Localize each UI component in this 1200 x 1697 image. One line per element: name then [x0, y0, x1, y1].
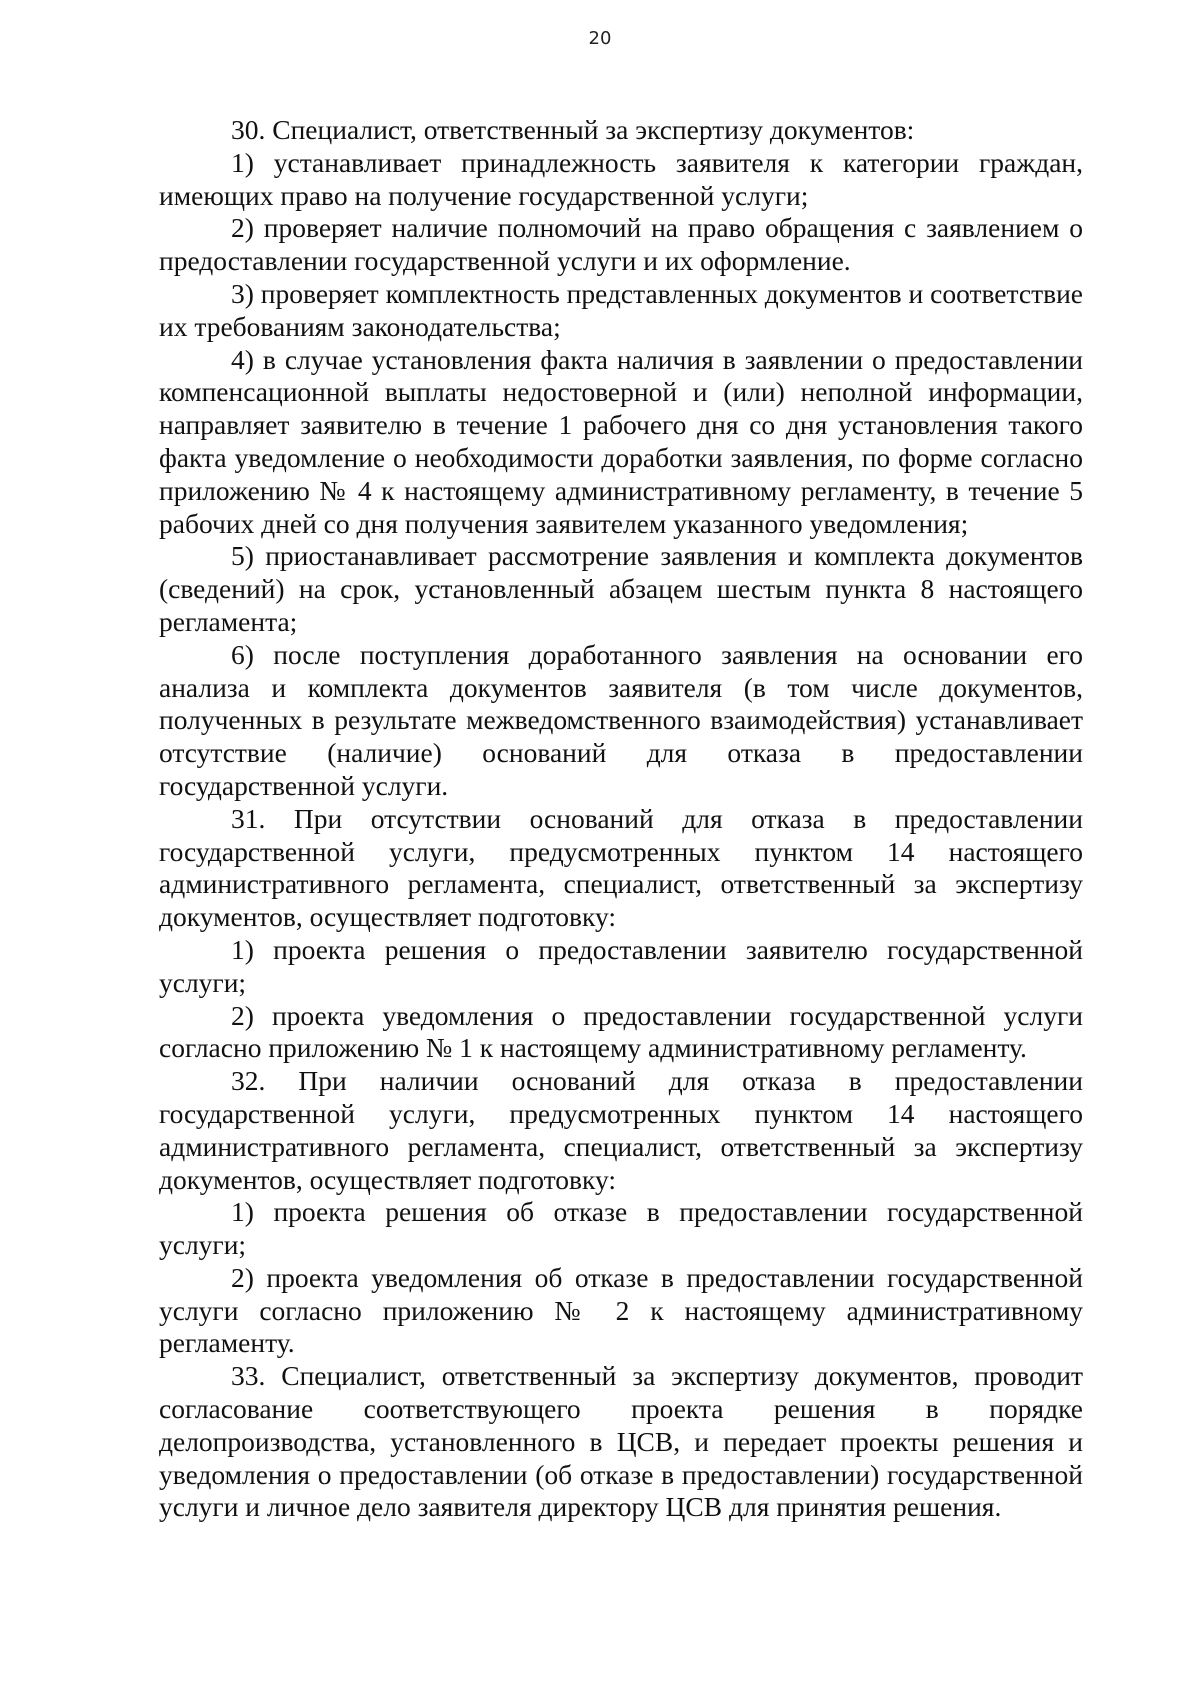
paragraph-30-item-4: 4) в случае установления факта наличия в заявлении о предоставлении компенсационной выплаты недостоверной и (или) неполной информации, направляет заявителю в течение 1 рабочего дня со дня установления такого факта уведомление о необходимости доработки заявления, по форме согласно приложению № 4 к настоящему административному регламенту, в течение 5 рабочих дней со дня получения заявителем указанного уведомления; — [159, 343, 1083, 539]
paragraph-32-item-2: 2) проекта уведомления об отказе в предоставлении государственной услуги согласно приложению № 2 к настоящему административному регламенту. — [159, 1261, 1083, 1359]
paragraph-31-heading: 31. При отсутствии оснований для отказа в предоставлении государственной услуги, предусмотренных пунктом 14 настоящего административного регламента, специалист, ответственный за экспертизу документов, осуществляет подготовку: — [159, 802, 1083, 933]
paragraph-31-item-1: 1) проекта решения о предоставлении заявителю государственной услуги; — [159, 933, 1083, 998]
paragraph-30-item-6: 6) после поступления доработанного заявления на основании его анализа и комплекта документов заявителя (в том числе документов, полученных в результате межведомственного взаимодействия) устанавливает отсутствие (наличие) оснований для отказа в предоставлении государственной услуги. — [159, 638, 1083, 801]
document-body — [159, 114, 1083, 1524]
paragraph-30-item-3: 3) проверяет комплектность представленных документов и соответствие их требованиям законодательства; — [159, 277, 1083, 342]
paragraph-30-item-1: 1) устанавливает принадлежность заявителя к категории граждан, имеющих право на получение государственной услуги; — [159, 146, 1083, 211]
paragraph-30-item-2: 2) проверяет наличие полномочий на право обращения с заявлением о предоставлении государственной услуги и их оформление. — [159, 212, 1083, 277]
paragraph-32-heading: 32. При наличии оснований для отказа в предоставлении государственной услуги, предусмотренных пунктом 14 настоящего административного регламента, специалист, ответственный за экспертизу документов, осуществляет подготовку: — [159, 1065, 1083, 1195]
page-number: 20 — [588, 28, 612, 49]
paragraph-33: 33. Специалист, ответственный за экспертизу документов, проводит согласование соответствующего проекта решения в порядке делопроизводства, установленного в ЦСВ, и передает проекты решения и уведомления о предоставлении (об отказе в предоставлении) государственной услуги и личное дело заявителя директору ЦСВ для принятия решения. — [159, 1360, 1083, 1523]
paragraph-30-heading: 30. Специалист, ответственный за экспертизу документов: — [231, 114, 915, 145]
paragraph-30-item-5: 5) приостанавливает рассмотрение заявления и комплекта документов (сведений) на срок, установленный абзацем шестым пункта 8 настоящего регламента; — [159, 540, 1083, 637]
paragraph-32-item-1: 1) проекта решения об отказе в предоставлении государственной услуги; — [159, 1196, 1083, 1261]
paragraph-31-item-2: 2) проекта уведомления о предоставлении государственной услуги согласно приложению № 1 к настоящему административному регламенту. — [159, 999, 1083, 1064]
